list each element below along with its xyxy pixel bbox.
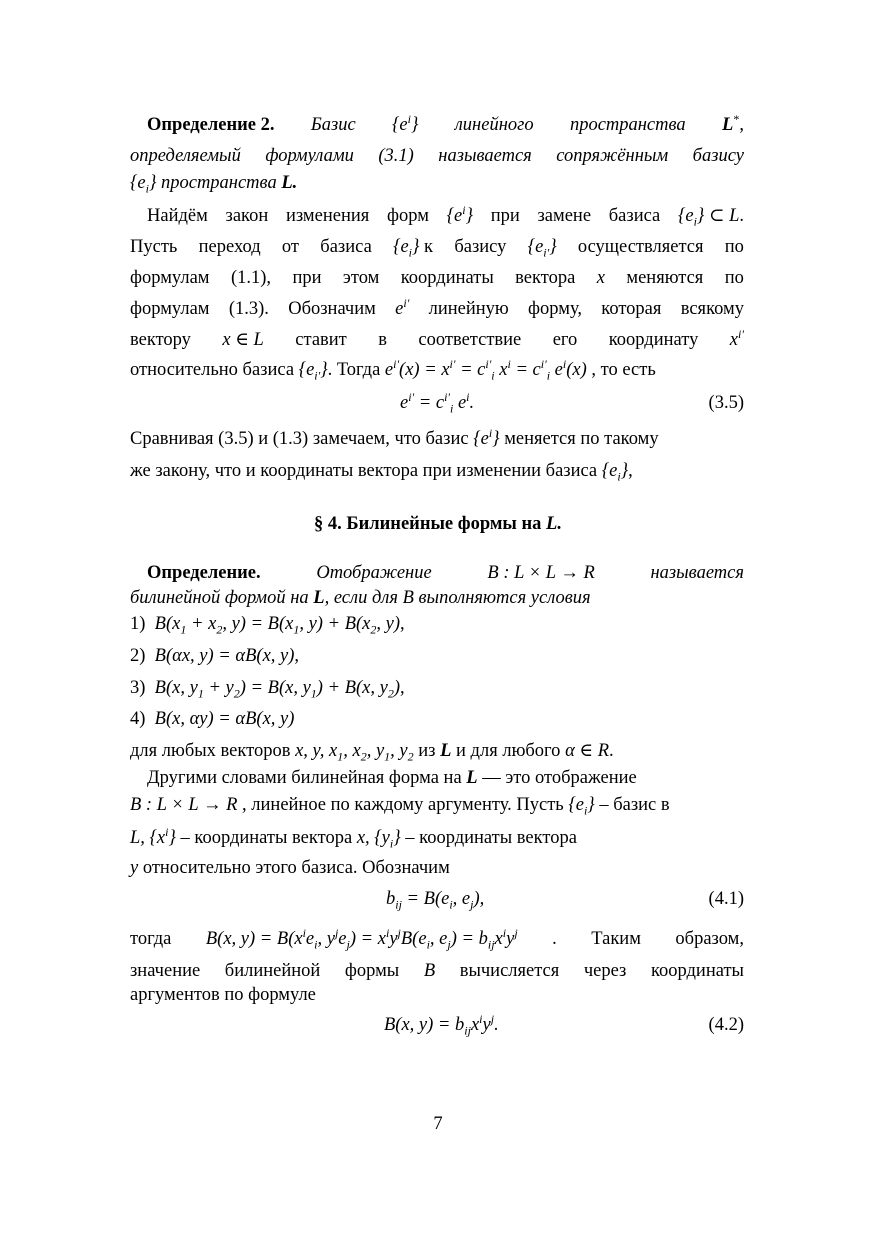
definition-2-lead: Определение 2. [147,115,275,135]
definition-lead: Определение. [147,563,261,583]
condition-2: 2) B(αx, y) = αB(x, y), [130,646,300,666]
paragraph-1-line-2: Пусть переход от базиса $\{e_i\}$ к базису $\{e_{i'}\}$ осуществляется по [130,237,744,260]
paragraph-4-line-3: аргументов по формуле [130,985,316,1005]
equation-4-1-number: (4.1) [708,889,744,909]
equation-4-2: B(x, $y) = b_{ij}x^iy^j$. [384,1011,499,1038]
definition-2-line-3: $\{e_i\}$ пространства L. [130,173,298,196]
paragraph-1-line-3: формулам (1.1), при этом координаты вектора x меняются по [130,268,744,288]
paragraph-1-line-1: Найдём закон изменения форм $\{e^i\}$ при замене базиса $\{e_i\}$ ⊂ L. [147,202,744,229]
paragraph-4-line-1: тогда B(x, $y) = B(x^ie_i$, $y^je_j) = x^iy^jB(e_i$, $e_j) = b_{ij}x^iy^j$ . Таким образом, [130,925,744,952]
paragraph-2-line-1: Сравнивая (3.5) и (1.3) замечаем, что базис $\{e^i\}$ меняется по такому [130,425,659,449]
section-heading: § 4. Билинейные формы на L. [314,514,562,534]
definition-line-2: билинейной формой на L, если для B выполняются условия [130,588,591,608]
definition-2-line-2: определяемый формулами (3.1) называется сопряжённым базису [130,146,744,166]
equation-3-5: $e^{i'} = c^{i'}_i$ $e^i$. [400,389,475,416]
paragraph-1-line-4: формулам (1.3). Обозначим $e^{i'}$ линейную форму, которая всякому [130,295,744,319]
equation-3-5-number: (3.5) [708,393,744,413]
paragraph-3-line-4: y относительно этого базиса. Обозначим [130,858,450,878]
paragraph-3-line-1: Другими словами билинейная форма на L — это отображение [147,768,637,788]
definition-line-1: Определение. Отображение B : L × L → R называется [130,562,744,584]
paragraph-1-line-5: вектору x ∈ L ставит в соответствие его координату $x^{i'}$ [130,326,744,350]
paragraph-1-line-6: относительно базиса $\{e_{i'}\}$. Тогда $e^{i'}(x) = x^{i'} = c^{i'}_i$ $x^i = c^{i'}_i$ $e^i(x)$ , то есть [130,356,656,383]
paragraph-4-line-2: значение билинейной формы B вычисляется через координаты [130,961,744,981]
paragraph-2-line-2: же закону, что и координаты вектора при изменении базиса $\{e_i\}$, [130,461,633,484]
equation-4-2-number: (4.2) [708,1015,744,1035]
paragraph-3-line-2: B : L × L → R , линейное по каждому аргументу. Пусть $\{e_i\}$ – базис в [130,795,670,818]
paragraph-3-line-3: L, $\{x^i\}$ – координаты вектора x, $\{y_i\}$ – координаты вектора [130,824,577,851]
condition-1: 1) $B(x_1 + x_2$, $y) = B(x_1$, $y) + B(x_2$, y), [130,614,405,637]
equation-4-1: $b_{ij} = B(e_i$, $e_j$), [386,889,485,912]
page-number: 7 [433,1114,443,1134]
vectors-line: для любых векторов x, y, $x_1$, $x_2$, $y_1$, $y_2$ из L и для любого α ∈ R. [130,741,614,764]
condition-4: 4) B(x, αy) = αB(x, y) [130,709,295,729]
definition-2-line-1: Определение 2. Базис $\{e^i\}$ линейного пространства L*, [130,114,744,136]
condition-3: 3) B(x, $y_1 + y_2) = B(x$, $y_1) + B(x$, $y_2$), [130,678,405,701]
